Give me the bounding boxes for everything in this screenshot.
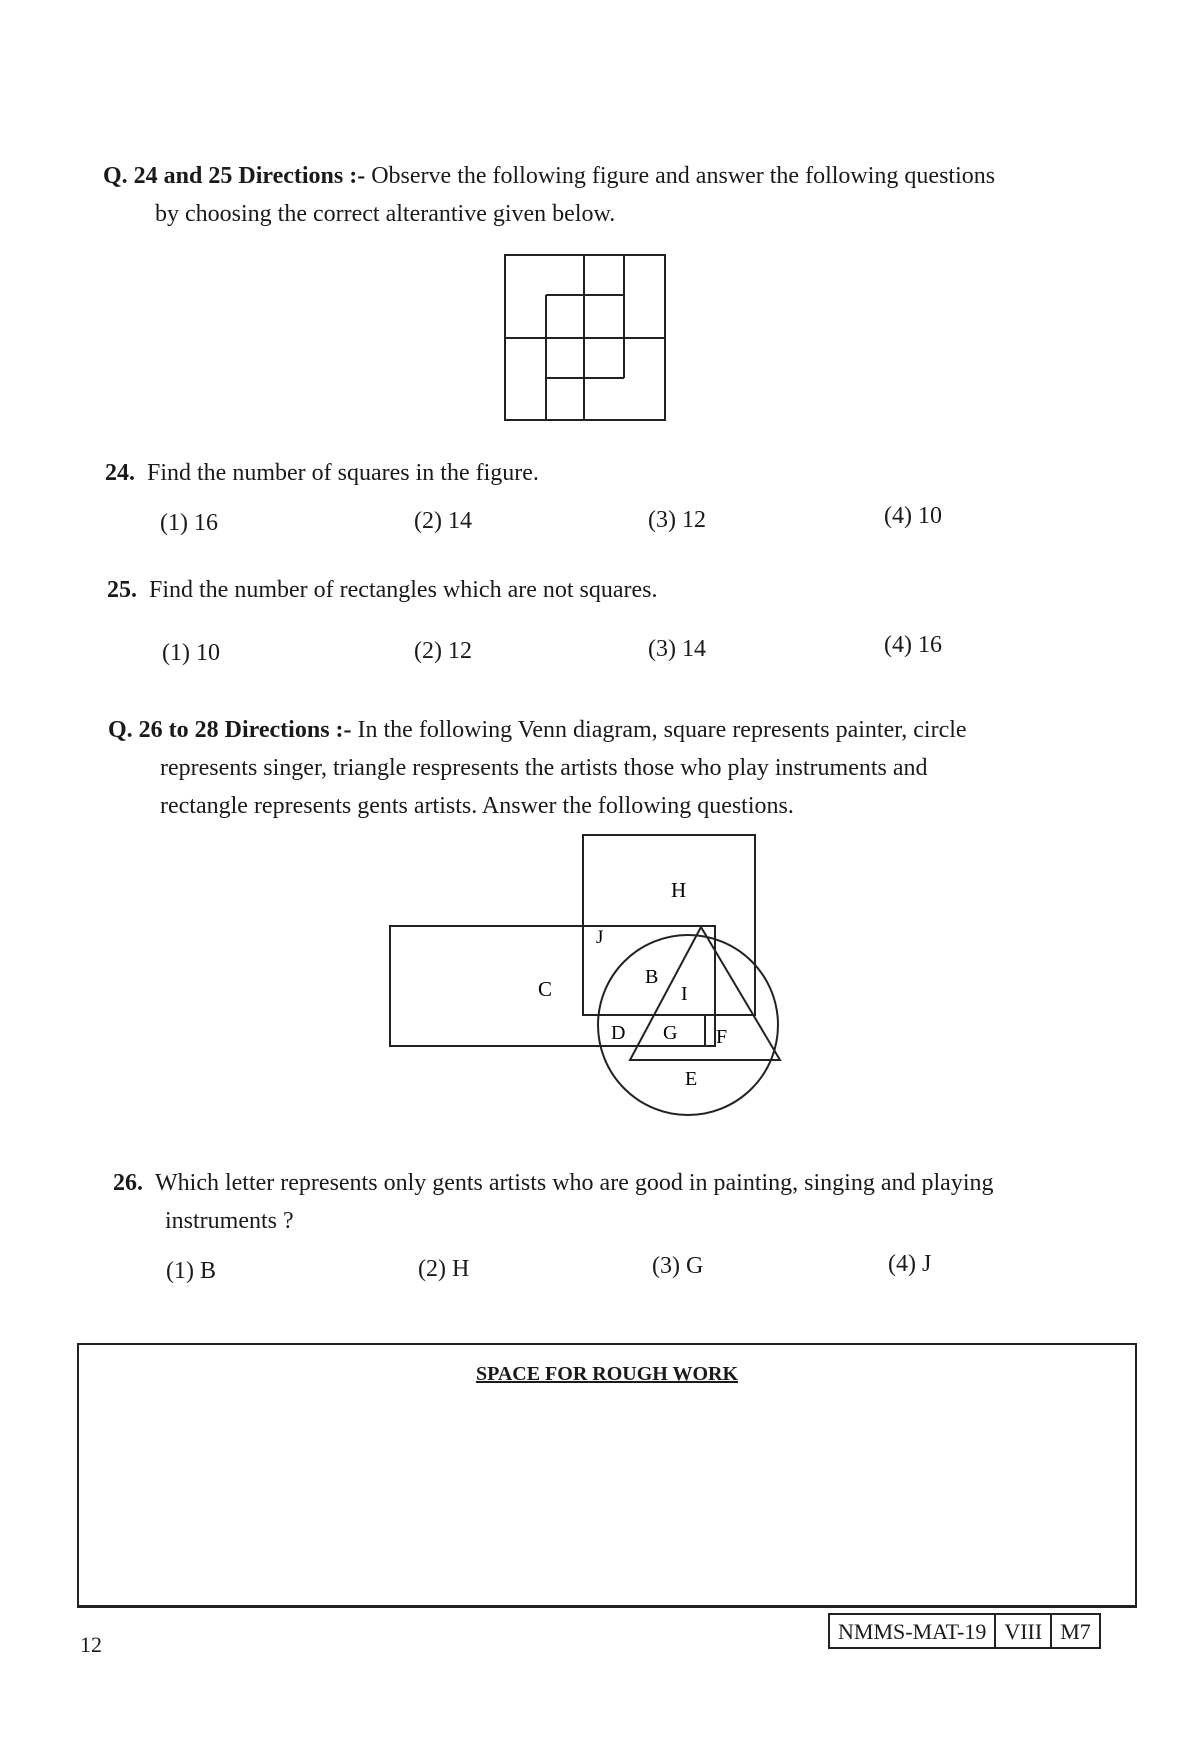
q25-option-2: (2) 12	[414, 638, 472, 664]
q24-25-directions	[103, 157, 1083, 233]
q24-option-1: (1) 16	[160, 510, 218, 536]
rough-work-box	[77, 1343, 1137, 1608]
venn-label-e: E	[685, 1068, 698, 1090]
question-25	[107, 577, 658, 604]
question-number: 26.	[113, 1170, 143, 1196]
question-text: Find the number of rectangles which are not squares.	[149, 577, 658, 603]
directions-heading: Q. 24 and 25 Directions :-	[103, 163, 366, 189]
question-number: 25.	[107, 577, 137, 603]
venn-label-f: F	[716, 1026, 728, 1048]
venn-label-c: C	[538, 977, 553, 1001]
question-text: Find the number of squares in the figure.	[147, 460, 539, 486]
venn-label-g: G	[663, 1022, 678, 1044]
q25-option-4: (4) 16	[884, 632, 942, 658]
question-text: Which letter represents only gents artists who are good in painting, singing and playing	[155, 1170, 994, 1196]
q26-28-directions	[108, 711, 1098, 825]
question-number: 24.	[105, 460, 135, 486]
directions-line-2: represents singer, triangle respresents the artists those who play instruments and	[160, 755, 928, 781]
venn-diagram	[385, 830, 795, 1120]
page-number: 12	[80, 1632, 102, 1657]
q25-option-3: (3) 14	[648, 636, 706, 662]
venn-label-d: D	[611, 1022, 626, 1044]
directions-line-3: rectangle represents gents artists. Answer the following questions.	[160, 793, 794, 819]
q26-option-2: (2) H	[418, 1256, 470, 1282]
question-text-cont: instruments ?	[165, 1208, 294, 1234]
paper-code: NMMS-MAT-19	[838, 1619, 987, 1644]
q26-option-1: (1) B	[166, 1258, 216, 1284]
directions-text-cont: by choosing the correct alterantive given below.	[155, 201, 616, 227]
directions-text: Observe the following figure and answer the following questions	[371, 163, 996, 189]
q24-option-4: (4) 10	[884, 503, 942, 529]
question-24	[105, 460, 539, 487]
q24-option-3: (3) 12	[648, 507, 706, 533]
paper-code-box	[828, 1613, 1101, 1649]
directions-line-1: In the following Venn diagram, square represents painter, circle	[357, 717, 967, 743]
venn-label-j: J	[596, 927, 604, 948]
q24-option-2: (2) 14	[414, 508, 472, 534]
paper-set: M7	[1050, 1615, 1099, 1647]
paper-class: VIII	[994, 1615, 1050, 1647]
directions-heading: Q. 26 to 28 Directions :-	[108, 717, 352, 743]
venn-label-b: B	[645, 966, 659, 988]
rough-work-title: SPACE FOR ROUGH WORK	[475, 1363, 739, 1385]
venn-label-i: I	[681, 983, 688, 1005]
q26-option-4: (4) J	[888, 1251, 932, 1277]
q25-option-1: (1) 10	[162, 640, 220, 666]
question-26	[113, 1164, 1103, 1240]
venn-label-h: H	[671, 878, 687, 902]
q26-option-3: (3) G	[652, 1253, 704, 1279]
squares-figure	[500, 250, 670, 425]
